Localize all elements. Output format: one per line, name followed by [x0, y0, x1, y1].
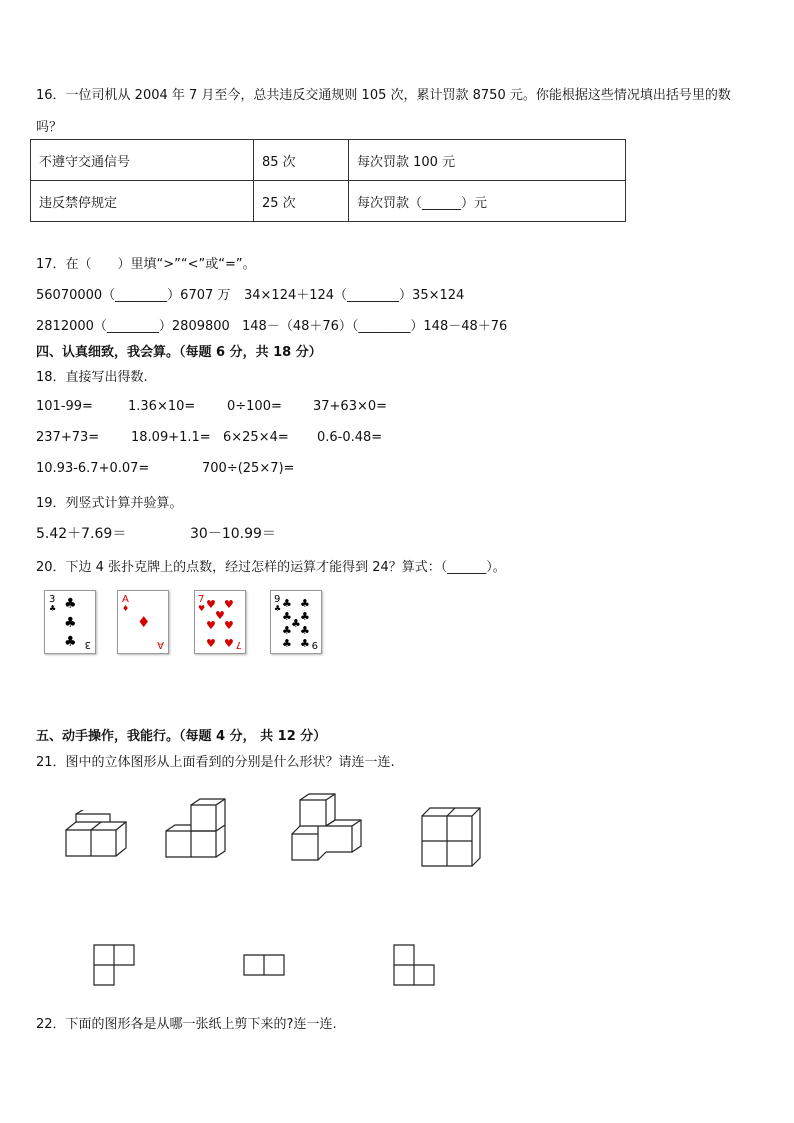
card-suit-small: ♣ — [49, 604, 57, 613]
q17-item: 2812000（________）2809800 — [36, 319, 230, 334]
heart-icon: ♥ — [206, 637, 216, 650]
top-view-shape-reverse-l — [393, 944, 437, 988]
club-icon: ♣ — [64, 596, 77, 612]
heart-icon: ♥ — [224, 637, 234, 650]
top-view-shape-bar — [243, 954, 287, 978]
playing-card-diamond-A — [117, 590, 169, 654]
card-rank: 3 — [49, 594, 56, 605]
playing-card-club-3 — [44, 590, 96, 654]
card-rank: A — [122, 594, 129, 605]
heart-icon: ♥ — [206, 598, 216, 611]
card-face — [45, 591, 95, 653]
card-suit-small: ♥ — [198, 604, 206, 613]
table-row — [31, 181, 626, 222]
club-icon: ♣ — [300, 624, 310, 637]
table-cell: 25 次 — [254, 181, 349, 222]
section-4-heading: 四、认真细致，我会算。（每题 6 分，共 18 分） — [36, 345, 322, 360]
table-cell: 每次罚款 100 元 — [349, 140, 626, 181]
q16-line2: 吗？ — [36, 120, 63, 135]
q20-title: 20．下边 4 张扑克牌上的点数，经过怎样的运算才能得到 24？算式：（______）。 — [36, 560, 506, 575]
q18-expr: 700÷(25×7)= — [202, 461, 295, 476]
card-face — [195, 591, 245, 653]
q16-line1: 16．一位司机从 2004 年 7 月至今，总共违反交通规则 105 次，累计罚款 8750 元。你能根据这些情况填出括号里的数 — [36, 88, 731, 103]
q22-title: 22．下面的图形各是从哪一张纸上剪下来的?连一连. — [36, 1017, 337, 1032]
club-icon: ♣ — [282, 624, 292, 637]
card-rank-inverted: A — [157, 639, 164, 650]
club-icon: ♣ — [64, 634, 77, 650]
heart-icon: ♥ — [215, 609, 225, 622]
card-rank-inverted: 7 — [235, 639, 242, 650]
q18-expr: 101-99= — [36, 399, 93, 414]
cube-figure-4 — [416, 804, 486, 868]
q17-item: 56070000（________）6707 万 — [36, 288, 231, 303]
q17-title: 17．在（ ）里填“>”“<”或“=”。 — [36, 257, 256, 272]
table-cell: 违反禁停规定 — [31, 181, 254, 222]
q18-expr: 0÷100= — [227, 399, 282, 414]
table-cell: 85 次 — [254, 140, 349, 181]
club-icon: ♣ — [64, 615, 77, 631]
playing-card-club-9 — [270, 590, 322, 654]
heart-icon: ♥ — [224, 619, 234, 632]
card-suit-small: ♦ — [122, 604, 130, 613]
q19-expr: 30－10.99＝ — [190, 526, 276, 542]
club-icon: ♣ — [300, 610, 310, 623]
heart-icon: ♥ — [206, 619, 216, 632]
cube-figure-3 — [288, 790, 364, 864]
club-icon: ♣ — [300, 597, 310, 610]
heart-icon: ♥ — [224, 598, 234, 611]
q19-expr: 5.42＋7.69＝ — [36, 526, 127, 542]
q18-expr: 10.93-6.7+0.07= — [36, 461, 150, 476]
table-cell: 每次罚款（______）元 — [349, 181, 626, 222]
card-rank-inverted: 3 — [84, 639, 91, 650]
q17-item: 34×124＋124（________）35×124 — [244, 288, 465, 303]
card-face — [271, 591, 321, 653]
card-suit-small: ♣ — [274, 604, 282, 613]
table-cell: 不遵守交通信号 — [31, 140, 254, 181]
q18-title: 18．直接写出得数. — [36, 370, 148, 385]
q16-table — [30, 139, 626, 222]
q19-title: 19．列竖式计算并验算。 — [36, 496, 183, 511]
top-view-shape-l — [93, 944, 137, 988]
q17-item: 148－（48＋76）（________）148－48＋76 — [242, 319, 508, 334]
playing-card-heart-7 — [194, 590, 246, 654]
q18-expr: 0.6-0.48= — [317, 430, 383, 445]
q18-expr: 37+63×0= — [313, 399, 388, 414]
table-row — [31, 140, 626, 181]
cube-figure-2 — [162, 797, 230, 861]
q21-title: 21．图中的立体图形从上面看到的分别是什么形状？请连一连. — [36, 755, 395, 770]
club-icon: ♣ — [282, 637, 292, 650]
q18-expr: 18.09+1.1= — [131, 430, 211, 445]
card-face — [118, 591, 168, 653]
q18-expr: 1.36×10= — [128, 399, 196, 414]
club-icon: ♣ — [282, 597, 292, 610]
club-icon: ♣ — [300, 637, 310, 650]
card-rank-inverted: 9 — [311, 639, 318, 650]
diamond-icon: ♦ — [137, 613, 151, 631]
card-rank: 7 — [198, 594, 205, 605]
q18-expr: 237+73= — [36, 430, 100, 445]
section-5-heading: 五、动手操作，我能行。（每题 4 分， 共 12 分） — [36, 729, 327, 744]
club-icon: ♣ — [282, 610, 292, 623]
q18-expr: 6×25×4= — [223, 430, 289, 445]
club-icon: ♣ — [291, 617, 301, 630]
card-rank: 9 — [274, 594, 281, 605]
cube-figure-1 — [60, 810, 132, 860]
